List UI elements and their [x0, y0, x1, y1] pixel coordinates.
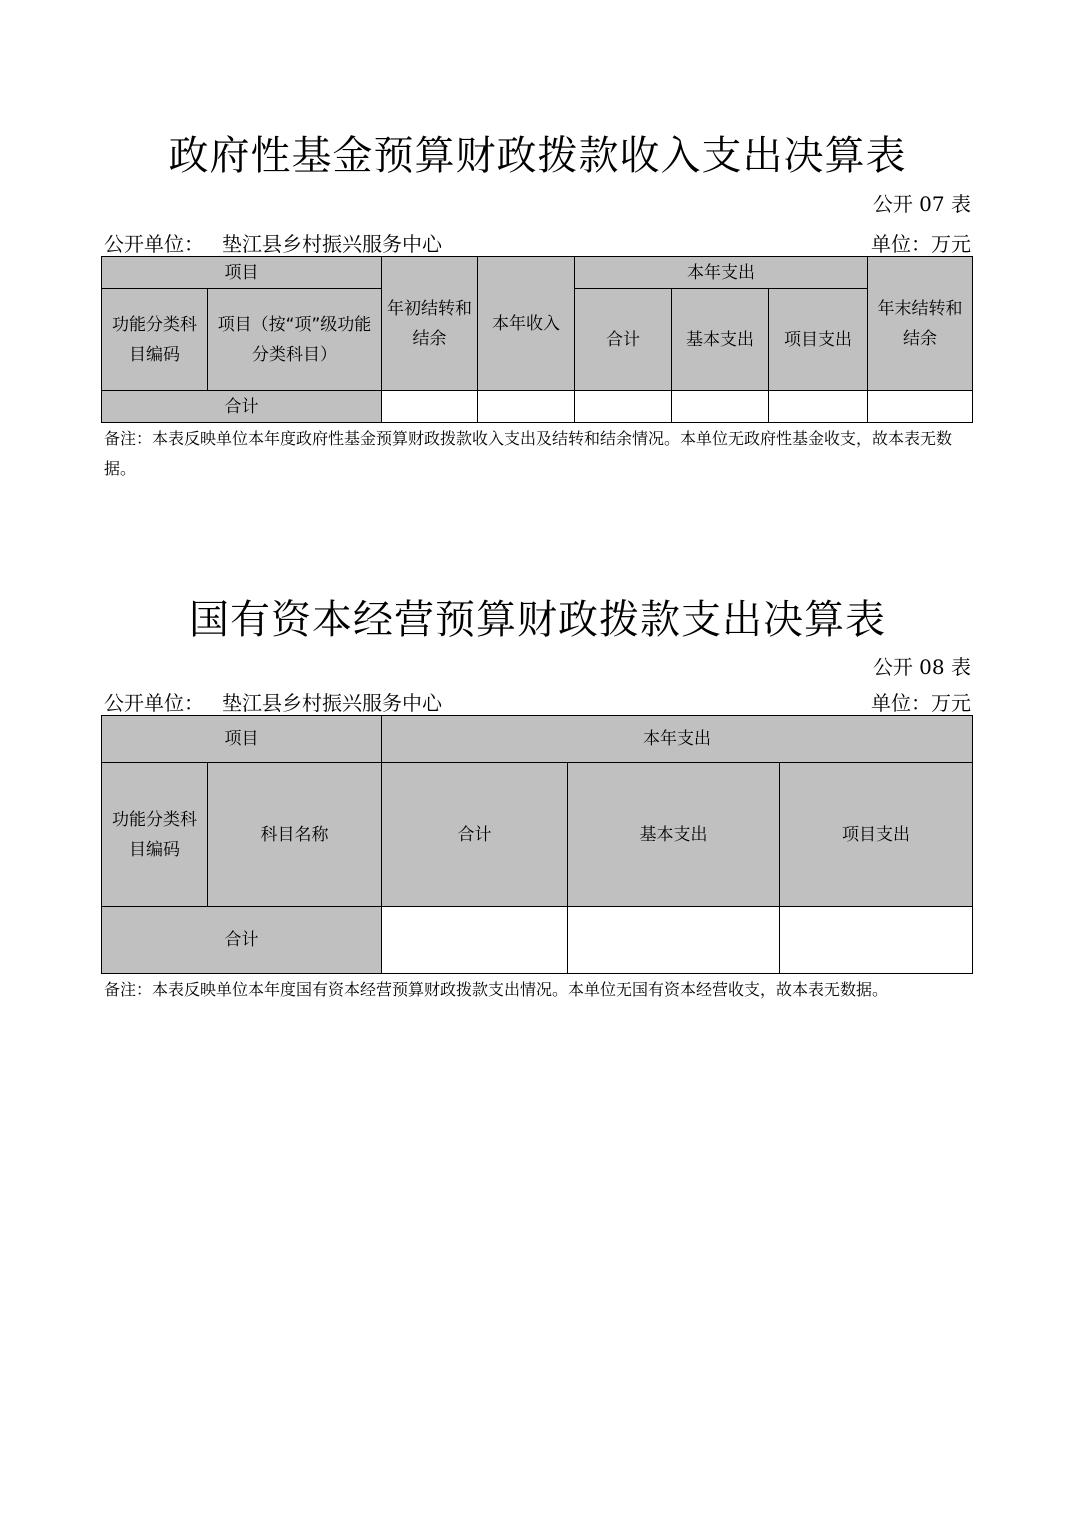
header-begin-balance: 年初结转和结余	[382, 257, 478, 391]
header-end-balance: 年末结转和结余	[868, 257, 973, 391]
header-expense: 本年支出	[575, 257, 868, 289]
table07-note: 备注：本表反映单位本年度政府性基金预算财政拨款收入支出及结转和结余情况。本单位无政府性基金收支，故本表无数据。	[104, 429, 953, 478]
table07-grid	[101, 256, 973, 423]
cell-income	[478, 391, 575, 423]
org-label: 公开单位：	[104, 232, 204, 256]
header-project-expense: 项目支出	[769, 289, 868, 391]
header-expense: 本年支出	[382, 716, 973, 763]
cell-project-expense	[769, 391, 868, 423]
header-income: 本年收入	[478, 257, 575, 391]
header-project-expense: 项目支出	[780, 763, 973, 907]
header-project: 项目	[102, 257, 382, 289]
table08-note: 备注：本表反映单位本年度国有资本经营预算财政拨款支出情况。本单位无国有资本经营收支，故本表无数据。	[104, 980, 889, 999]
table08-number: 公开 08 表	[872, 655, 971, 679]
cell-end-balance	[868, 391, 973, 423]
cell-total	[575, 391, 672, 423]
table07-title: 政府性基金预算财政拨款收入支出决算表	[168, 133, 907, 179]
header-func-code: 功能分类科目编码	[102, 289, 208, 391]
cell-project-expense	[780, 907, 973, 974]
table07-number: 公开 07 表	[872, 192, 971, 216]
unit-label: 单位：万元	[871, 232, 971, 256]
header-project: 项目	[102, 716, 382, 763]
header-project-name: 项目（按“项”级功能分类科目）	[208, 289, 382, 391]
table08-title: 国有资本经营预算财政拨款支出决算表	[189, 597, 886, 643]
total-label: 合计	[102, 907, 382, 974]
header-subject-name: 科目名称	[208, 763, 382, 907]
cell-begin-balance	[382, 391, 478, 423]
table08-grid	[101, 715, 973, 974]
header-total: 合计	[575, 289, 672, 391]
org-name: 垫江县乡村振兴服务中心	[222, 232, 442, 256]
total-label: 合计	[102, 391, 382, 423]
header-basic: 基本支出	[568, 763, 780, 907]
org-label: 公开单位：	[104, 691, 204, 715]
header-func-code: 功能分类科目编码	[102, 763, 208, 907]
header-basic: 基本支出	[672, 289, 769, 391]
cell-total	[382, 907, 568, 974]
header-total: 合计	[382, 763, 568, 907]
cell-basic	[568, 907, 780, 974]
unit-label: 单位：万元	[871, 691, 971, 715]
cell-basic	[672, 391, 769, 423]
org-name: 垫江县乡村振兴服务中心	[222, 691, 442, 715]
